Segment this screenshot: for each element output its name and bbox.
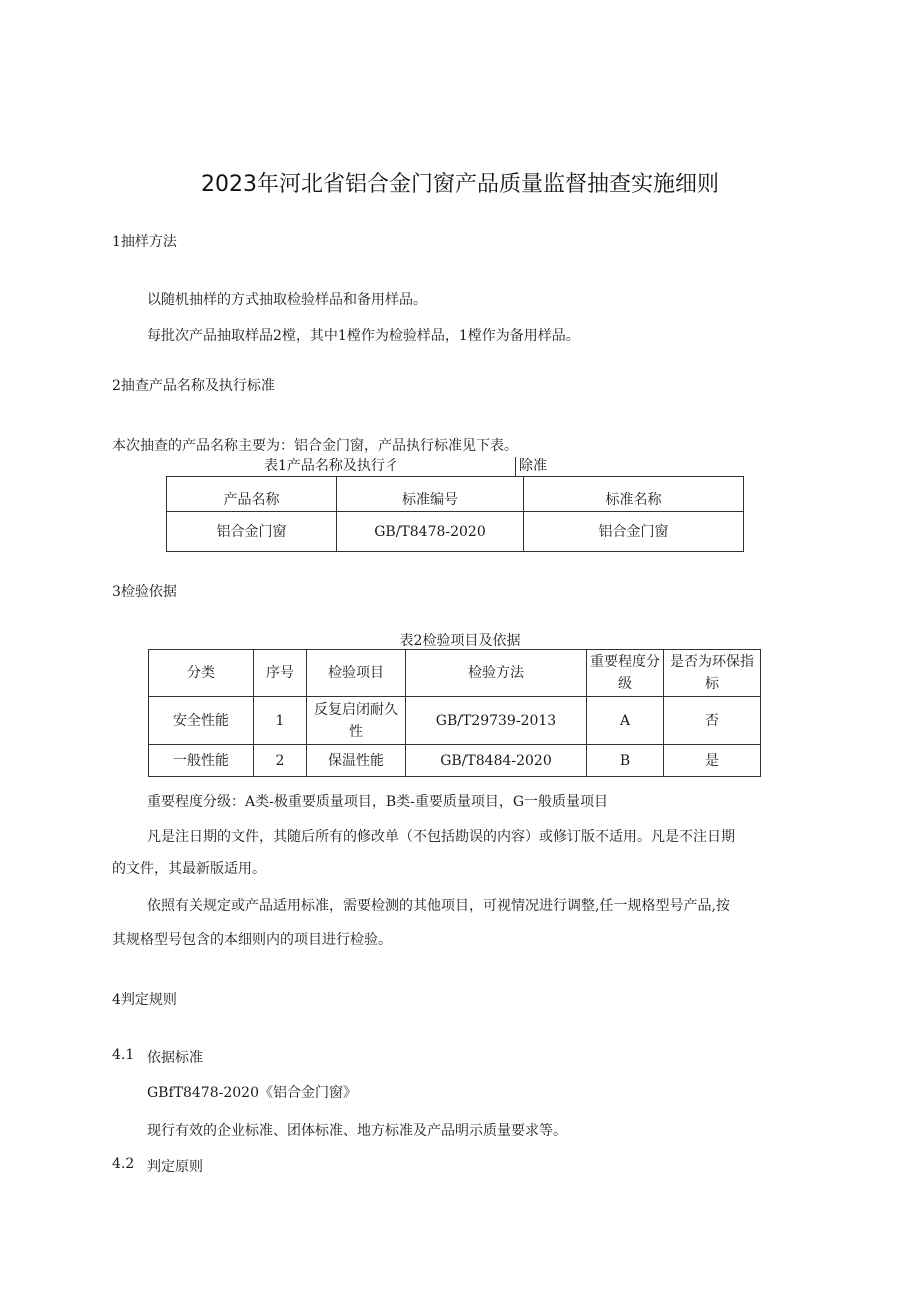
table-2-cell: 一般性能 xyxy=(149,745,254,777)
table-2-cell: A xyxy=(587,697,664,745)
table-2-header: 分类 xyxy=(149,650,254,697)
table-2-cell: 2 xyxy=(254,745,307,777)
table-2-cell: 保温性能 xyxy=(307,745,406,777)
table-2-header: 检验项目 xyxy=(307,650,406,697)
table-2-cell: GB/T29739-2013 xyxy=(406,697,587,745)
section-2-heading: 2抽查产品名称及执行标准 xyxy=(112,378,275,394)
table-2-cell: 否 xyxy=(664,697,761,745)
table-1-cell: GB/T8478-2020 xyxy=(337,512,524,552)
standard-reference-2: 现行有效的企业标准、团体标准、地方标准及产品明示质量要求等。 xyxy=(147,1123,567,1139)
table-1-cell: 铝合金门窗 xyxy=(524,512,744,552)
section-3-paragraph-2-line-2: 其规格型号包含的本细则内的项目进行检验。 xyxy=(112,932,392,948)
caption-divider xyxy=(515,457,516,477)
table-2-header: 序号 xyxy=(254,650,307,697)
section-1-paragraph-1: 以随机抽样的方式抽取检验样品和备用样品。 xyxy=(147,292,427,308)
table-2-cell: 反复启闭耐久性 xyxy=(307,697,406,745)
table-2-cell: GB/T8484-2020 xyxy=(406,745,587,777)
section-1-paragraph-2: 每批次产品抽取样品2樘，其中1樘作为检验样品，1樘作为备用样品。 xyxy=(147,328,580,344)
table-2-cell: 安全性能 xyxy=(149,697,254,745)
table-2-cell: 1 xyxy=(254,697,307,745)
table-1-caption: 表1产品名称及执行彳 xyxy=(264,458,399,474)
section-3-paragraph-2-line-1: 依照有关规定或产品适用标准，需要检测的其他项目，可视情况进行调整,任一规格型号产品,按 xyxy=(147,898,730,914)
section-2-intro: 本次抽查的产品名称主要为：铝合金门窗，产品执行标准见下表。 xyxy=(112,438,518,454)
table-2 xyxy=(148,649,761,777)
table-2-header: 重要程度分级 xyxy=(587,650,664,697)
section-3-paragraph-1-line-2: 的文件，其最新版适用。 xyxy=(112,861,266,877)
table-2-header: 是否为环保指标 xyxy=(664,650,761,697)
section-3-paragraph-1-line-1: 凡是注日期的文件，其随后所有的修改单（不包括勘误的内容）或修订版不适用。凡是不注日期 xyxy=(147,829,735,845)
section-4-heading: 4判定规则 xyxy=(112,992,177,1008)
page-title: 2023年河北省铝合金门窗产品质量监督抽查实施细则 xyxy=(201,172,719,197)
subsection-4-2-title: 判定原则 xyxy=(147,1159,203,1175)
table-1-caption-fragment: 除准 xyxy=(519,458,547,474)
table-1-header: 产品名称 xyxy=(167,477,337,512)
table-2-caption: 表2检验项目及依据 xyxy=(399,633,521,649)
table-2-cell: 是 xyxy=(664,745,761,777)
subsection-4-1-title: 依据标准 xyxy=(147,1050,203,1066)
table-2-cell: B xyxy=(587,745,664,777)
table-1-cell: 铝合金门窗 xyxy=(167,512,337,552)
section-1-heading: 1抽样方法 xyxy=(112,234,177,250)
subsection-4-1-number: 4.1 xyxy=(112,1047,135,1063)
table-1-header: 标准名称 xyxy=(524,477,744,512)
severity-note: 重要程度分级：A类-极重要质量项目，B类-重要质量项目，G一般质量项目 xyxy=(147,794,609,810)
table-2-header: 检验方法 xyxy=(406,650,587,697)
section-3-heading: 3检验依据 xyxy=(112,584,177,600)
table-1 xyxy=(166,476,744,552)
subsection-4-2-number: 4.2 xyxy=(112,1156,135,1172)
standard-reference-1: GBfT8478-2020《铝合金门窗》 xyxy=(147,1085,357,1101)
table-1-header: 标准编号 xyxy=(337,477,524,512)
